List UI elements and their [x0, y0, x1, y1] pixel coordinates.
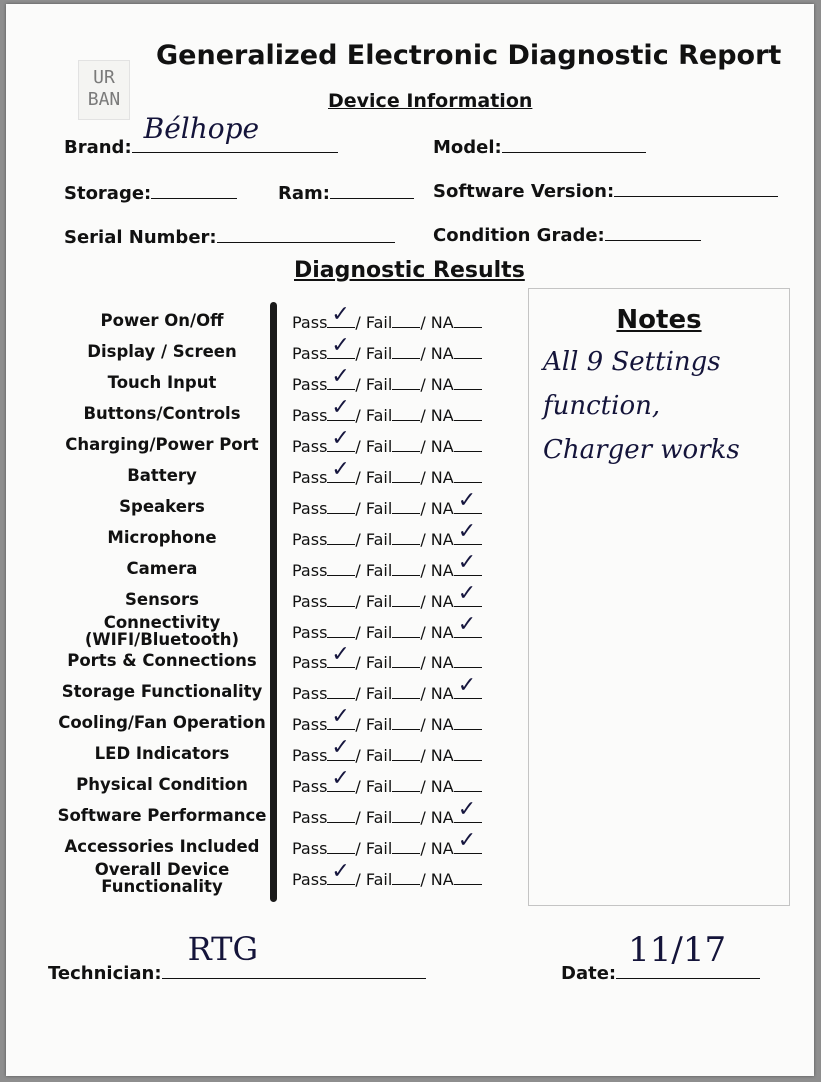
option-fail-checkbox[interactable]: [392, 374, 420, 390]
option-fail-label: / Fail: [355, 684, 393, 704]
option-pass-checkbox[interactable]: [327, 363, 355, 390]
option-na-label: / NA: [420, 653, 454, 673]
option-pass-checkbox[interactable]: [327, 591, 355, 607]
option-na-label: / NA: [420, 715, 454, 735]
option-na-checkbox[interactable]: [454, 518, 482, 545]
diagnostic-row-label: Ports & Connections: [67, 651, 257, 671]
option-fail-label: / Fail: [355, 808, 393, 828]
diagnostic-row-options: [292, 797, 482, 828]
option-pass-label: Pass: [292, 653, 328, 673]
option-pass-checkbox[interactable]: [327, 394, 355, 421]
option-pass-checkbox[interactable]: [327, 704, 355, 730]
option-pass-label: Pass: [292, 313, 328, 332]
option-fail-label: / Fail: [355, 313, 393, 332]
option-na-label: / NA: [420, 374, 454, 394]
option-pass-label: Pass: [292, 777, 328, 797]
diagnostic-row-label: Microphone: [107, 527, 217, 547]
option-pass-checkbox[interactable]: [327, 332, 355, 359]
checkmark-icon: ✓: [457, 611, 477, 637]
option-na-label: / NA: [420, 498, 454, 518]
diagnostic-row-label: Battery: [127, 465, 197, 485]
option-pass-label: Pass: [292, 374, 328, 394]
diagnostic-row-options: [292, 673, 482, 704]
checkmark-icon: ✓: [457, 828, 477, 854]
checkmark-icon: ✓: [331, 859, 350, 885]
diagnostic-row-options: [292, 735, 482, 766]
checkmark-icon: ✓: [331, 456, 350, 482]
option-na-checkbox[interactable]: [454, 797, 482, 823]
option-fail-label: / Fail: [355, 591, 393, 611]
option-pass-checkbox[interactable]: [327, 529, 355, 545]
option-na-label: / NA: [420, 343, 454, 363]
option-na-checkbox[interactable]: [454, 374, 482, 390]
option-na-label: / NA: [420, 684, 454, 704]
option-pass-label: Pass: [292, 746, 328, 766]
option-na-checkbox[interactable]: [454, 776, 482, 792]
option-pass-checkbox[interactable]: [327, 560, 355, 576]
date-value: 11/17: [628, 930, 727, 970]
option-fail-checkbox[interactable]: [392, 560, 420, 576]
option-fail-checkbox[interactable]: [392, 745, 420, 761]
diagnostic-row-label: Connectivity (WIFI/Bluetooth): [84, 612, 240, 649]
diagnostic-row-options: [292, 518, 482, 549]
option-na-label: / NA: [420, 436, 454, 456]
option-fail-label: / Fail: [355, 436, 393, 456]
option-fail-checkbox[interactable]: [392, 312, 420, 328]
model-field: [433, 134, 646, 158]
diagnostic-row-options: [292, 549, 482, 580]
option-pass-checkbox[interactable]: [327, 622, 355, 638]
option-na-label: / NA: [420, 467, 454, 487]
note-line: All 9 Settings: [543, 347, 721, 377]
serial-number-label: Serial Number:: [64, 227, 217, 248]
option-fail-checkbox[interactable]: [392, 807, 420, 823]
ram-field: [278, 180, 414, 204]
diagnostic-row-options: [292, 611, 482, 642]
notes-heading: Notes: [616, 305, 702, 335]
checkmark-icon: ✓: [331, 332, 350, 358]
option-fail-checkbox[interactable]: [392, 652, 420, 668]
option-pass-label: Pass: [292, 467, 328, 487]
option-na-label: / NA: [420, 622, 454, 642]
option-fail-label: / Fail: [355, 746, 393, 766]
diagnostic-row-label: LED Indicators: [94, 744, 230, 764]
checkmark-icon: ✓: [457, 673, 477, 699]
option-pass-checkbox[interactable]: [327, 683, 355, 699]
option-pass-label: Pass: [292, 529, 328, 549]
option-fail-checkbox[interactable]: [392, 622, 420, 638]
option-fail-checkbox[interactable]: [392, 838, 420, 854]
diagnostic-row-label: Buttons/Controls: [83, 403, 241, 423]
diagnostic-row-label: Camera: [126, 558, 198, 578]
report-title: Generalized Electronic Diagnostic Report: [156, 40, 782, 71]
option-na-checkbox[interactable]: [454, 549, 482, 576]
option-pass-label: Pass: [292, 622, 328, 642]
report-sheet: [6, 4, 814, 1076]
logo-text-bottom: BAN: [87, 89, 121, 110]
checkmark-icon: ✓: [331, 302, 350, 327]
option-pass-label: Pass: [292, 343, 328, 363]
option-pass-checkbox[interactable]: [327, 498, 355, 514]
condition-grade-field: [433, 222, 701, 246]
option-na-checkbox[interactable]: [454, 869, 482, 885]
diagnostic-row-label: Touch Input: [107, 372, 217, 392]
device-information-heading: Device Information: [328, 90, 533, 112]
diagnostic-row-options: [292, 302, 482, 332]
option-fail-checkbox[interactable]: [392, 467, 420, 483]
option-pass-checkbox[interactable]: [327, 425, 355, 452]
diagnostic-row-label: Software Performance: [57, 806, 267, 826]
option-fail-checkbox[interactable]: [392, 683, 420, 699]
option-pass-label: Pass: [292, 839, 328, 859]
diagnostic-row-options: [292, 766, 482, 797]
brand-value: Bélhope: [143, 112, 260, 145]
checkmark-icon: ✓: [457, 797, 477, 823]
option-fail-label: / Fail: [355, 529, 393, 549]
option-na-checkbox[interactable]: [454, 580, 482, 607]
brand-label: Brand:: [64, 137, 132, 158]
option-fail-label: / Fail: [355, 467, 393, 487]
option-na-label: / NA: [420, 746, 454, 766]
option-na-checkbox[interactable]: [454, 467, 482, 483]
diagnostic-row-options: [292, 704, 482, 735]
option-pass-checkbox[interactable]: [327, 766, 355, 792]
option-fail-label: / Fail: [355, 343, 393, 363]
checkmark-icon: ✓: [457, 580, 477, 606]
diagnostic-row-options: [292, 828, 482, 859]
note-line: function,: [543, 391, 661, 421]
option-na-checkbox[interactable]: [454, 652, 482, 668]
ram-label: Ram:: [278, 183, 330, 204]
technician-field: [48, 930, 426, 984]
option-fail-checkbox[interactable]: [392, 714, 420, 730]
diagnostic-row-label: Sensors: [125, 589, 199, 609]
diagnostic-row-label: Storage Functionality: [61, 682, 263, 702]
option-fail-checkbox[interactable]: [392, 405, 420, 421]
option-fail-label: / Fail: [355, 405, 393, 425]
condition-grade-label: Condition Grade:: [433, 225, 605, 246]
checkmark-icon: ✓: [457, 549, 477, 575]
option-na-checkbox[interactable]: [454, 745, 482, 761]
option-pass-label: Pass: [292, 715, 328, 735]
option-pass-label: Pass: [292, 498, 328, 518]
option-pass-label: Pass: [292, 684, 328, 704]
option-na-label: / NA: [420, 870, 454, 890]
option-pass-checkbox[interactable]: [327, 642, 355, 668]
option-na-label: / NA: [420, 808, 454, 828]
software-version-field: [433, 178, 778, 202]
storage-field: [64, 180, 237, 204]
note-line: Charger works: [543, 435, 740, 465]
option-na-checkbox[interactable]: [454, 714, 482, 730]
diagnostic-row-options: [292, 642, 482, 673]
option-pass-checkbox[interactable]: [327, 735, 355, 761]
diagnostic-row-label: Speakers: [119, 496, 205, 516]
option-na-checkbox[interactable]: [454, 312, 482, 328]
checkmark-icon: ✓: [331, 394, 350, 420]
option-fail-label: / Fail: [355, 653, 393, 673]
checkmark-icon: ✓: [331, 642, 350, 668]
diagnostic-row-label: Physical Condition: [76, 775, 248, 795]
option-fail-label: / Fail: [355, 622, 393, 642]
technician-label: Technician:: [48, 963, 162, 984]
option-fail-label: / Fail: [355, 560, 393, 580]
diagnostic-row-options: [292, 425, 482, 456]
option-na-checkbox[interactable]: [454, 487, 482, 514]
option-pass-label: Pass: [292, 436, 328, 456]
date-label: Date:: [561, 963, 617, 984]
diagnostic-row-options: [292, 363, 482, 394]
option-fail-checkbox[interactable]: [392, 498, 420, 514]
option-fail-checkbox[interactable]: [392, 869, 420, 885]
serial-number-field: [64, 224, 395, 248]
option-pass-label: Pass: [292, 405, 328, 425]
option-na-label: / NA: [420, 839, 454, 859]
option-fail-label: / Fail: [355, 498, 393, 518]
option-na-checkbox[interactable]: [454, 343, 482, 359]
option-pass-checkbox[interactable]: [327, 838, 355, 854]
checkmark-icon: ✓: [457, 518, 477, 544]
option-fail-label: / Fail: [355, 839, 393, 859]
diagnostic-row-label: Charging/Power Port: [65, 434, 259, 454]
diagnostic-row-options: [292, 394, 482, 425]
option-fail-label: / Fail: [355, 777, 393, 797]
option-fail-checkbox[interactable]: [392, 529, 420, 545]
diagnostic-row-options: [292, 332, 482, 363]
option-fail-checkbox[interactable]: [392, 436, 420, 452]
notes-box: [528, 288, 790, 906]
option-fail-label: / Fail: [355, 374, 393, 394]
logo-text-top: UR: [93, 67, 115, 88]
option-fail-checkbox[interactable]: [392, 343, 420, 359]
option-pass-label: Pass: [292, 591, 328, 611]
option-pass-label: Pass: [292, 560, 328, 580]
option-na-label: / NA: [420, 777, 454, 797]
option-pass-checkbox[interactable]: [327, 302, 355, 328]
software-version-label: Software Version:: [433, 181, 615, 202]
option-fail-checkbox[interactable]: [392, 591, 420, 607]
option-na-checkbox[interactable]: [454, 436, 482, 452]
option-na-checkbox[interactable]: [454, 828, 482, 854]
diagnostic-row-options: [292, 456, 482, 487]
diagnostic-row-label: Accessories Included: [64, 837, 260, 857]
date-field: [561, 930, 760, 984]
option-fail-label: / Fail: [355, 715, 393, 735]
checkmark-icon: ✓: [331, 425, 350, 451]
storage-label: Storage:: [64, 183, 152, 204]
urban-logo: [78, 60, 130, 120]
option-na-label: / NA: [420, 313, 454, 332]
option-fail-checkbox[interactable]: [392, 776, 420, 792]
option-pass-checkbox[interactable]: [327, 807, 355, 823]
technician-value: RTG: [187, 930, 259, 968]
option-na-label: / NA: [420, 529, 454, 549]
diagnostic-row-label: Power On/Off: [100, 311, 224, 330]
option-na-checkbox[interactable]: [454, 405, 482, 421]
diagnostic-row-label: Overall Device Functionality: [94, 860, 230, 897]
diagnostic-row-options: [292, 859, 482, 890]
checkmark-icon: ✓: [331, 766, 350, 792]
checkmark-icon: ✓: [331, 735, 350, 761]
option-pass-checkbox[interactable]: [327, 456, 355, 483]
option-na-label: / NA: [420, 560, 454, 580]
checkmark-icon: ✓: [457, 487, 477, 513]
option-na-checkbox[interactable]: [454, 673, 482, 699]
checkmark-icon: ✓: [331, 363, 350, 389]
option-na-checkbox[interactable]: [454, 611, 482, 638]
diagnostic-row-label: Display / Screen: [87, 341, 237, 361]
diagnostic-row-options: [292, 487, 482, 518]
diagnostic-row-options: [292, 580, 482, 611]
option-fail-label: / Fail: [355, 870, 393, 890]
brand-field: [64, 112, 338, 158]
option-pass-label: Pass: [292, 870, 328, 890]
option-na-label: / NA: [420, 591, 454, 611]
checkmark-icon: ✓: [331, 704, 350, 730]
model-label: Model:: [433, 137, 502, 158]
option-na-label: / NA: [420, 405, 454, 425]
diagnostic-results-heading: Diagnostic Results: [294, 258, 525, 283]
option-pass-checkbox[interactable]: [327, 859, 355, 885]
option-pass-label: Pass: [292, 808, 328, 828]
diagnostic-row-label: Cooling/Fan Operation: [58, 713, 266, 733]
